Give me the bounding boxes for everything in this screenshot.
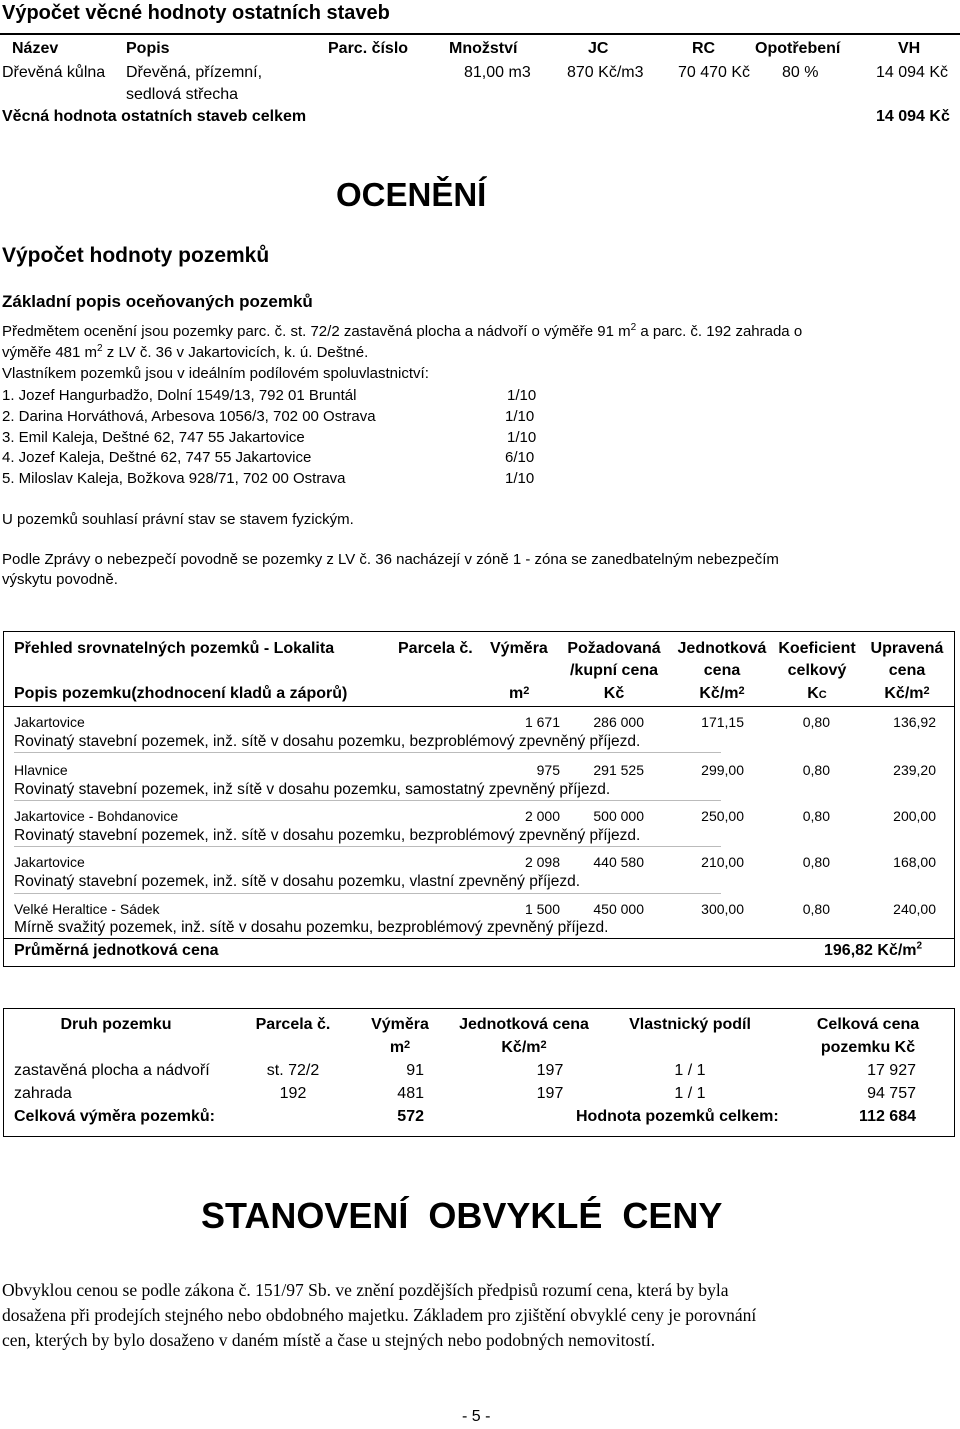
row-popis-line1: Dřevěná, přízemní, — [126, 64, 263, 81]
header-upravena-3: $Kč/m^2$ — [884, 685, 930, 702]
comparison-row-koef: 0,80 — [802, 808, 830, 824]
comparison-row-cena: 286 000 — [593, 714, 644, 730]
row-separator — [14, 752, 721, 753]
header-jednotkova-3: $Kč/m^2$ — [699, 685, 745, 702]
row-separator — [14, 846, 721, 847]
owner-name: 1. Jozef Hangurbadžo, Dolní 1549/13, 792 01 Bruntál — [2, 387, 357, 404]
header-koeficient-2: celkový — [787, 662, 847, 679]
comparison-row-vymera: 975 — [536, 762, 560, 778]
average-price-value: 196,82 $Kč/m^2$ — [824, 940, 923, 959]
comparison-row-lokalita: Jakartovice - Bohdanovice — [14, 808, 179, 824]
col-header-jc: JC — [588, 40, 609, 57]
comparison-row-upravena: 200,00 — [893, 808, 936, 824]
summary-header-vymera: Výměra — [371, 1016, 429, 1033]
comparison-row-cena: 440 580 — [593, 854, 644, 870]
comparison-row-vymera: 2 098 — [524, 854, 560, 870]
comparison-row-popis: Rovinatý stavební pozemek, inž. sítě v dosahu pozemku, vlastní zpevněný příjezd. — [14, 873, 581, 890]
summary-row-druh: zastavěná plocha a nádvoří — [14, 1062, 210, 1079]
comparison-row-jednotkova: 210,00 — [701, 854, 744, 870]
summary-row-jednotkova: 197 — [536, 1062, 564, 1079]
comparison-row-vymera: 2 000 — [524, 808, 560, 824]
comparison-row-jednotkova: 300,00 — [701, 901, 744, 917]
summary-total-hodnota: 112 684 — [859, 1108, 916, 1125]
header-upravena-1: Upravená — [870, 640, 944, 657]
page-number: - 5 - — [462, 1408, 491, 1425]
header-vymera-unit: $m^2$ — [509, 685, 530, 702]
row-opotrebeni: 80 % — [782, 64, 819, 81]
header-pozadovana-3: Kč — [603, 685, 625, 702]
col-header-opotrebeni: Opotřebení — [755, 40, 841, 57]
comparison-row-jednotkova: 171,15 — [701, 714, 744, 730]
header-lokalita: Přehled srovnatelných pozemků - Lokalita — [14, 640, 335, 657]
average-price-label: Průměrná jednotková cena — [14, 942, 219, 959]
row-jc: 870 Kč/m3 — [567, 64, 644, 81]
owner-share: 1/10 — [505, 408, 535, 425]
comparison-row-koef: 0,80 — [802, 762, 830, 778]
table-divider — [3, 706, 954, 707]
header-jednotkova-2: cena — [703, 662, 741, 679]
owner-name: 2. Darina Horváthová, Arbesova 1056/3, 702 00 Ostrava — [2, 408, 376, 425]
paragraph-line: Obvyklou cenou se podle zákona č. 151/97 Sb. ve znění pozdějších předpisů rozumí cena, která by byla — [2, 1280, 729, 1300]
paragraph-predmet-line1: Předmětem ocenění jsou pozemky parc. č. st. 72/2 zastavěná plocha a nádvoří o výměře 91 $m^2$ a parc. č. 192 zahrada o — [2, 322, 803, 340]
owner-name: 5. Miloslav Kaleja, Božkova 928/71, 702 00 Ostrava — [2, 470, 346, 487]
row-popis-line2: sedlová střecha — [126, 86, 239, 103]
owner-share: 1/10 — [507, 429, 537, 446]
flood-note-line2: výskytu povodně. — [2, 571, 118, 588]
section-title-popis-pozemku: Základní popis oceňovaných pozemků — [2, 292, 313, 311]
col-header-parc: Parc. číslo — [328, 40, 409, 57]
summary-header-celkova-2: pozemku Kč — [820, 1039, 916, 1056]
paragraph-line: dosažena při prodejích stejného nebo obdobného majetku. Základem pro zjištění obvyklé ceny je porovnání — [2, 1305, 757, 1325]
row-separator — [14, 893, 721, 894]
summary-header-vymera-unit: $m^2$ — [389, 1039, 411, 1056]
comparison-row-popis: Rovinatý stavební pozemek, inž sítě v dosahu pozemku, samostatný zpevněný příjezd. — [14, 781, 611, 798]
row-separator — [14, 800, 721, 801]
header-vymera: Výměra — [490, 640, 548, 657]
owner-share: 6/10 — [505, 449, 535, 466]
section-title-ostatni-stavby: Výpočet věcné hodnoty ostatních staveb — [2, 2, 390, 24]
comparison-row-jednotkova: 299,00 — [701, 762, 744, 778]
row-vh: 14 094 Kč — [876, 64, 949, 81]
comparison-row-lokalita: Jakartovice — [14, 714, 85, 730]
owner-share: 1/10 — [505, 470, 535, 487]
header-jednotkova-1: Jednotková — [677, 640, 767, 657]
paragraph-line: cen, kterých by bylo dosaženo v daném místě a čase u stejných nebo podobných nemovitostí. — [2, 1330, 656, 1350]
comparison-row-upravena: 168,00 — [893, 854, 936, 870]
summary-header-celkova-1: Celková cena — [816, 1016, 920, 1033]
summary-header-jednotkova: Jednotková cena — [459, 1016, 589, 1033]
comparison-row-lokalita: Hlavnice — [14, 762, 68, 778]
comparison-row-jednotkova: 250,00 — [701, 808, 744, 824]
col-header-mnozstvi: Množství — [449, 40, 518, 57]
row-nazev: Dřevěná kůlna — [2, 64, 106, 81]
comparison-row-popis: Rovinatý stavební pozemek, inž. sítě v dosahu pozemku, bezproblémový zpevněný příjezd. — [14, 733, 641, 750]
comparison-row-upravena: 136,92 — [893, 714, 936, 730]
summary-row-vymera: 481 — [397, 1085, 424, 1102]
header-pozadovana-1: Požadovaná — [567, 640, 661, 657]
col-header-popis: Popis — [126, 40, 170, 57]
summary-header-druh: Druh pozemku — [60, 1016, 172, 1033]
owner-share: 1/10 — [507, 387, 537, 404]
comparison-row-upravena: 239,20 — [893, 762, 936, 778]
comparison-row-koef: 0,80 — [802, 901, 830, 917]
comparison-row-lokalita: Jakartovice — [14, 854, 85, 870]
comparison-row-cena: 291 525 — [593, 762, 644, 778]
row-rc: 70 470 Kč — [678, 64, 751, 81]
comparison-row-cena: 500 000 — [593, 808, 644, 824]
summary-total-vymera: 572 — [397, 1108, 424, 1125]
comparison-row-koef: 0,80 — [802, 854, 830, 870]
divider — [0, 33, 960, 35]
summary-row-podil: 1 / 1 — [674, 1085, 706, 1102]
col-header-vh: VH — [898, 40, 921, 57]
owners-intro: Vlastníkem pozemků jsou v ideálním podílovém spoluvlastnictví: — [2, 365, 429, 382]
comparison-row-vymera: 1 500 — [524, 901, 560, 917]
heading-stanoveni: STANOVENÍ OBVYKLÉ CENY — [201, 1195, 723, 1236]
comparison-row-popis: Mírně svažitý pozemek, inž. sítě v dosahu pozemku, bezproblémový zpevněný příjezd. — [14, 919, 609, 936]
comparison-row-popis: Rovinatý stavební pozemek, inž. sítě v dosahu pozemku, bezproblémový zpevněný příjezd. — [14, 827, 641, 844]
header-upravena-2: cena — [888, 662, 926, 679]
subheading-hodnota-pozemku: Výpočet hodnoty pozemků — [2, 244, 270, 267]
heading-oceneni: OCENĚNÍ — [336, 176, 487, 213]
flood-note-line1: Podle Zprávy o nebezpečí povodně se pozemky z LV č. 36 nacházejí v zóně 1 - zóna se zanedbatelným nebezpečím — [2, 551, 779, 568]
header-koeficient-3: KC — [807, 685, 827, 702]
total-label: Věcná hodnota ostatních staveb celkem — [2, 108, 307, 125]
summary-total-hodnota-label: Hodnota pozemků celkem: — [576, 1108, 779, 1125]
comparison-row-cena: 450 000 — [593, 901, 644, 917]
summary-row-druh: zahrada — [14, 1085, 72, 1102]
legal-state-note: U pozemků souhlasí právní stav se stavem fyzickým. — [2, 511, 354, 528]
comparison-row-vymera: 1 671 — [524, 714, 560, 730]
comparison-row-upravena: 240,00 — [893, 901, 936, 917]
summary-row-vymera: 91 — [406, 1062, 424, 1079]
summary-header-parcela: Parcela č. — [255, 1016, 331, 1033]
summary-row-celkova: 94 757 — [867, 1085, 916, 1102]
header-parcela: Parcela č. — [398, 640, 473, 657]
summary-row-podil: 1 / 1 — [674, 1062, 706, 1079]
summary-row-celkova: 17 927 — [867, 1062, 916, 1079]
comparison-row-lokalita: Velké Heraltice - Sádek — [14, 901, 160, 917]
comparison-row-koef: 0,80 — [802, 714, 830, 730]
owner-name: 4. Jozef Kaleja, Deštné 62, 747 55 Jakartovice — [2, 449, 312, 466]
col-header-rc: RC — [692, 40, 716, 57]
summary-header-podil: Vlastnický podíl — [629, 1016, 751, 1033]
table-divider — [3, 938, 954, 939]
owner-name: 3. Emil Kaleja, Deštné 62, 747 55 Jakartovice — [2, 429, 305, 446]
header-pozadovana-2: /kupní cena — [569, 662, 659, 679]
summary-row-parcela: 192 — [279, 1085, 307, 1102]
col-header-nazev: Název — [12, 40, 59, 57]
total-value: 14 094 Kč — [876, 108, 950, 125]
row-mnozstvi: 81,00 m3 — [464, 64, 531, 81]
summary-row-parcela: st. 72/2 — [266, 1062, 320, 1079]
summary-header-jednotkova-unit: $Kč/m^2$ — [501, 1039, 547, 1056]
summary-total-vymera-label: Celková výměra pozemků: — [14, 1108, 215, 1125]
header-popis: Popis pozemku(zhodnocení kladů a záporů) — [14, 685, 348, 702]
paragraph-predmet-line2: výměře 481 $m^2$ z LV č. 36 v Jakartovicích, k. ú. Deštné. — [2, 343, 369, 361]
header-koeficient-1: Koeficient — [778, 640, 856, 657]
summary-row-jednotkova: 197 — [536, 1085, 564, 1102]
